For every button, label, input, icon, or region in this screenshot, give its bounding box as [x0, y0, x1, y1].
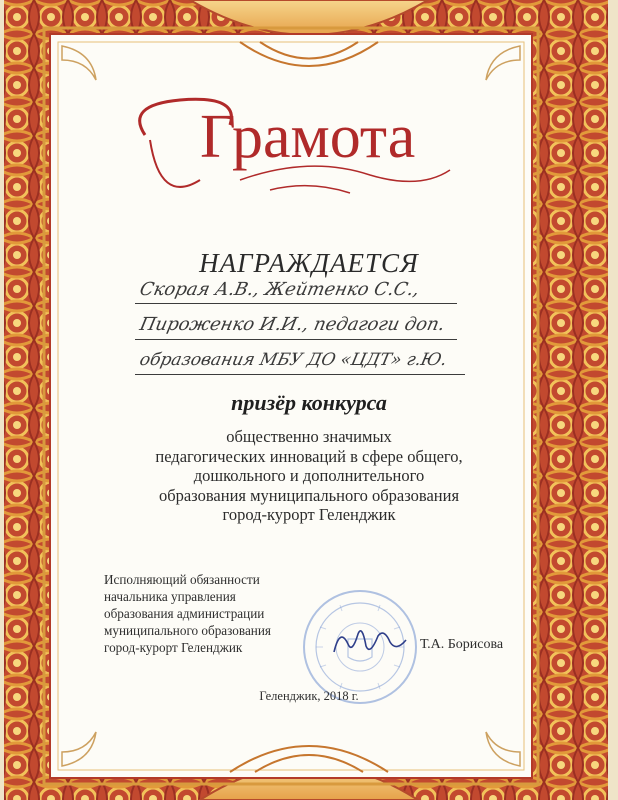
recipient-line-3: образования МБУ ДО «ЦДТ» г.Ю.	[137, 350, 449, 370]
prize-label: призёр конкурса	[231, 390, 387, 415]
signatory-line: начальника управления	[104, 589, 236, 604]
contest-line: педагогических инноваций в сфере общего,	[155, 446, 463, 466]
title-artwork	[120, 85, 500, 215]
contest-line: город-курорт Геленджик	[222, 505, 396, 525]
certificate-title: Грамота	[200, 103, 416, 171]
recipient-underline-3	[135, 374, 465, 375]
recipient-line-2: Пироженко И.И., педагоги доп.	[137, 314, 447, 335]
recipient-underline-2	[135, 339, 457, 340]
signer-name: Т.А. Борисова	[420, 637, 504, 652]
contest-description	[110, 427, 508, 525]
contest-line: общественно значимых	[226, 427, 392, 446]
place-and-date: Геленджик, 2018 г.	[259, 689, 359, 703]
contest-line: дошкольного и дополнительного	[193, 466, 425, 486]
awarded-heading: НАГРАЖДАЕТСЯ	[199, 248, 419, 278]
signatory-line: Исполняющий обязанности	[104, 572, 260, 587]
signatory-line: муниципального образования	[104, 623, 271, 638]
recipient-line-1: Скорая А.В., Жейтенко С.С.,	[137, 279, 422, 300]
recipient-underline-1	[135, 303, 457, 304]
signatory-line: город-курорт Геленджик	[104, 640, 243, 655]
signatory-line: образования администрации	[104, 606, 265, 621]
contest-line: образования муниципального образования	[158, 485, 460, 505]
signature	[330, 622, 410, 662]
